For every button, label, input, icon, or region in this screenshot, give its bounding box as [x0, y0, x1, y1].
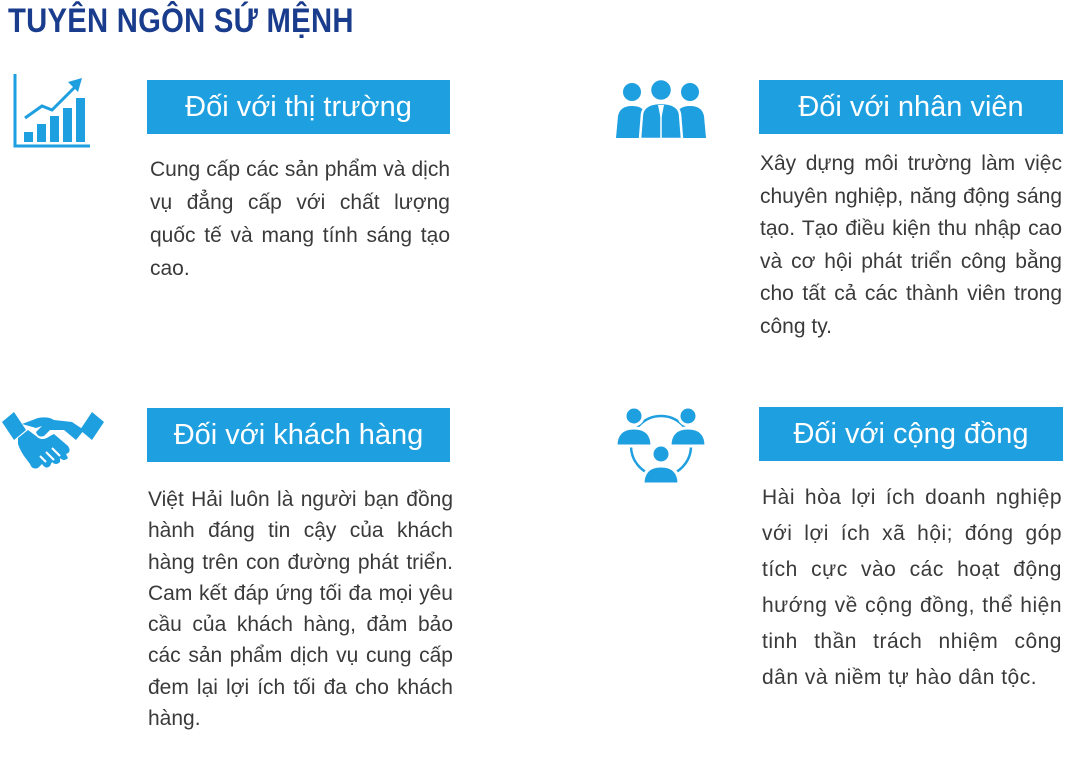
handshake-icon [2, 408, 104, 474]
page-title: TUYÊN NGÔN SỨ MỆNH [8, 2, 354, 40]
heading-community: Đối với cộng đồng [759, 407, 1063, 461]
description-employees: Xây dựng môi trường làm việc chuyên nghiệp, năng động sáng tạo. Tạo điều kiện thu nhập cao và cơ hội phát triển công bằng cho tất cả các thành viên trong công ty. [760, 152, 1062, 338]
growth-chart-icon [12, 72, 92, 150]
description-market: Cung cấp các sản phẩm và dịch vụ đẳng cấp với chất lượng quốc tế và mang tính sáng tạo cao. [150, 158, 450, 280]
description-customers: Việt Hải luôn là người bạn đồng hành đáng tin cậy của khách hàng trên con đường phát triển. Cam kết đáp ứng tối đa mọi yêu cầu của khách hàng, đảm bảo các sản phẩm dịch vụ cung cấp đem lại lợi ích tối đa cho khách hàng. [148, 488, 453, 731]
employees-group-icon [614, 76, 708, 140]
description-community: Hài hòa lợi ích doanh nghiệp với lợi ích xã hội; đóng góp tích cực vào các hoạt động hướng về cộng đồng, thể hiện tinh thần trách nhiệm công dân và niềm tự hào dân tộc. [762, 486, 1062, 689]
heading-employees: Đối với nhân viên [759, 80, 1063, 134]
heading-market: Đối với thị trường [147, 80, 450, 134]
heading-customers: Đối với khách hàng [147, 408, 450, 462]
community-network-icon [614, 402, 708, 486]
